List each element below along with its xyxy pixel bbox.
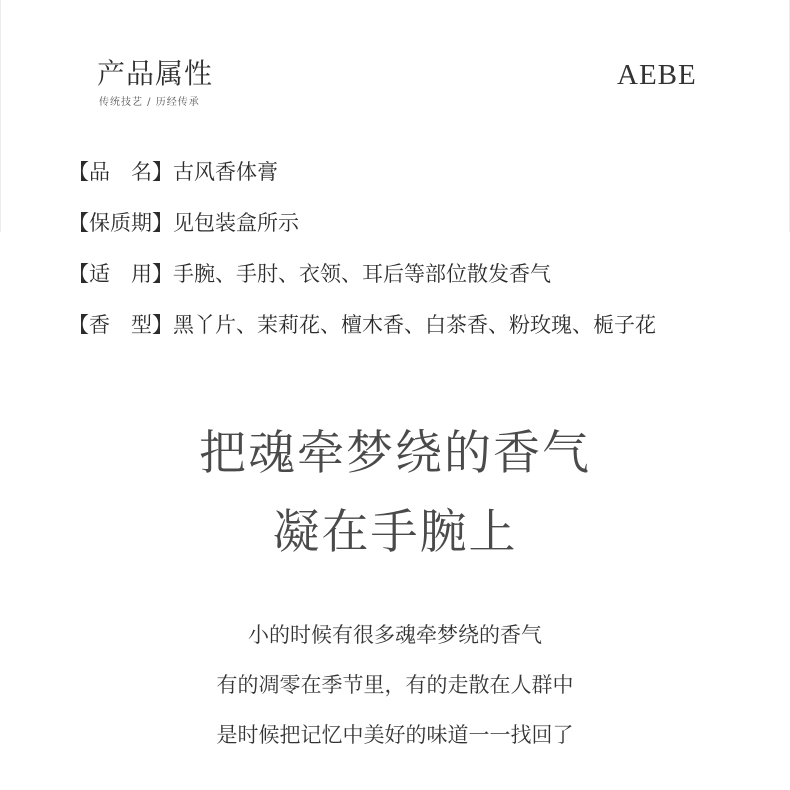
headline-line-2: 凝在手腕上 — [272, 505, 518, 560]
headline-line-1: 把魂牵梦绕的香气 — [199, 426, 591, 481]
attribute-scent: 【香 型】黑丫片、茉莉花、檀木香、白茶香、粉玫瑰、栀子花 — [68, 313, 656, 337]
attribute-shelf-life: 【保质期】见包装盒所示 — [68, 211, 299, 235]
story-line-1: 小的时候有很多魂牵梦绕的香气 — [248, 623, 542, 647]
section-title: 产品属性 — [97, 57, 214, 90]
story-line-2: 有的凋零在季节里，有的走散在人群中 — [216, 673, 574, 697]
section-subtitle: 传统技艺 / 历经传承 — [99, 97, 200, 108]
story-line-3: 是时候把记忆中美好的味道一一找回了 — [216, 723, 574, 747]
attribute-usage: 【适 用】手腕、手肘、衣领、耳后等部位散发香气 — [68, 262, 551, 286]
left-edge-divider — [0, 0, 1, 232]
attribute-name: 【品 名】古风香体膏 — [68, 160, 278, 184]
brand-name: AEBE — [617, 59, 697, 91]
product-attributes — [68, 156, 748, 360]
